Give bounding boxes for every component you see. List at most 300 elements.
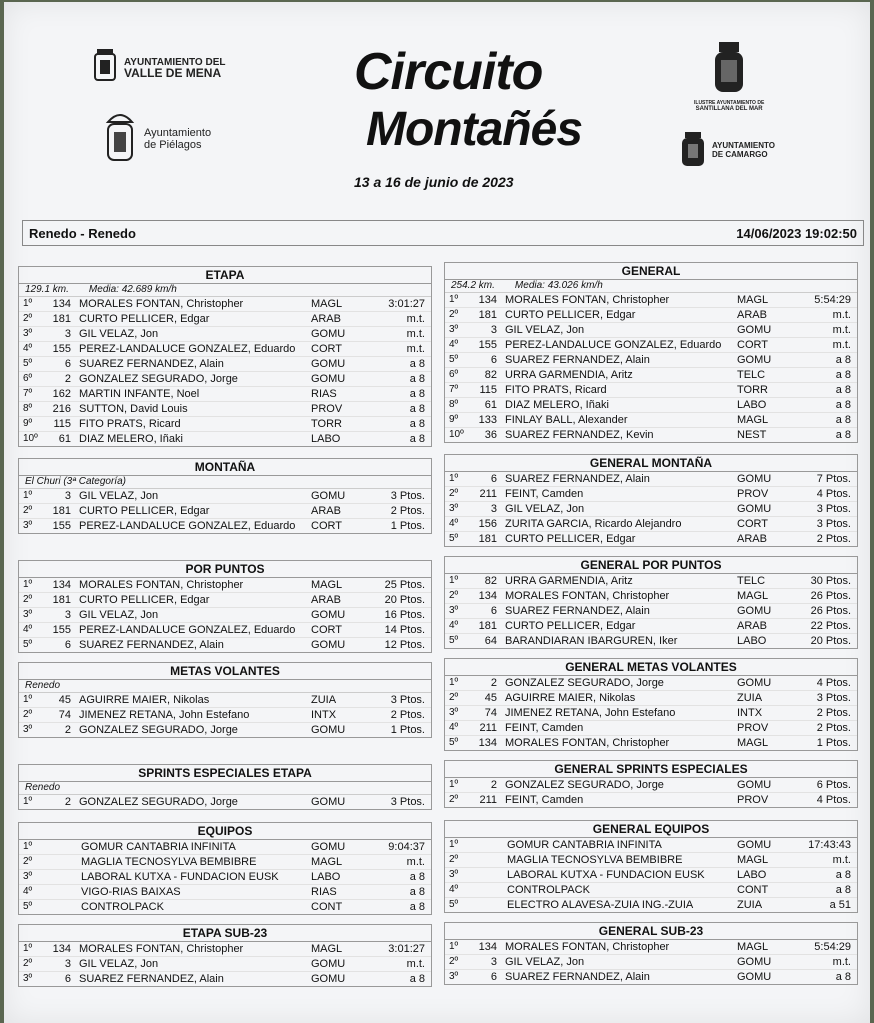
table-row bbox=[445, 838, 857, 853]
coat-of-arms-icon bbox=[102, 108, 138, 170]
position: 2º bbox=[449, 854, 459, 865]
table-row bbox=[445, 487, 857, 502]
result-value: m.t. bbox=[832, 309, 851, 321]
team-code: MAGL bbox=[737, 941, 769, 953]
table-title: EQUIPOS bbox=[19, 823, 431, 840]
rider-name: AGUIRRE MAIER, Nikolas bbox=[505, 692, 636, 704]
team-code: ARAB bbox=[737, 533, 767, 545]
position: 2º bbox=[449, 488, 459, 499]
table-row bbox=[445, 898, 857, 912]
result-value: 4 Ptos. bbox=[816, 488, 851, 500]
team-name: MAGLIA TECNOSYLVA BEMBIBRE bbox=[81, 856, 257, 868]
bib-number: 64 bbox=[484, 635, 497, 647]
position: 3º bbox=[449, 324, 459, 335]
position: 2º bbox=[449, 590, 459, 601]
position: 3º bbox=[449, 869, 459, 880]
position: 3º bbox=[23, 520, 33, 531]
position: 2º bbox=[23, 313, 33, 324]
position: 1º bbox=[449, 677, 459, 688]
team-name: CONTROLPACK bbox=[507, 884, 590, 896]
bib-number: 133 bbox=[478, 414, 497, 426]
rider-name: MORALES FONTAN, Christopher bbox=[505, 737, 670, 749]
position: 1º bbox=[449, 294, 459, 305]
team-code: GOMU bbox=[737, 324, 772, 336]
table-row bbox=[445, 413, 857, 428]
table-row bbox=[19, 840, 431, 855]
result-value: 25 Ptos. bbox=[384, 579, 425, 591]
rider-name: GONZALEZ SEGURADO, Jorge bbox=[505, 677, 664, 689]
rider-name: SUAREZ FERNANDEZ, Alain bbox=[79, 358, 224, 370]
table-row bbox=[19, 693, 431, 708]
table-subheader bbox=[445, 280, 857, 293]
team-code: ZUIA bbox=[737, 692, 763, 704]
position: 2º bbox=[23, 709, 33, 720]
bib-number: 155 bbox=[52, 520, 71, 532]
position: 1º bbox=[449, 839, 459, 850]
result-value: 2 Ptos. bbox=[816, 722, 851, 734]
table-row bbox=[19, 972, 431, 986]
team-code: ZUIA bbox=[737, 899, 763, 911]
team-code: ARAB bbox=[311, 313, 341, 325]
rider-name: CURTO PELLICER, Edgar bbox=[79, 505, 210, 517]
position: 4º bbox=[449, 884, 459, 895]
team-code: TORR bbox=[737, 384, 768, 396]
rider-name: FITO PRATS, Ricard bbox=[79, 418, 181, 430]
rider-name: MORALES FONTAN, Christopher bbox=[505, 294, 670, 306]
bib-number: 134 bbox=[52, 298, 71, 310]
sponsor-camargo-line2: DE CAMARGO bbox=[712, 150, 768, 159]
result-value: 6 Ptos. bbox=[816, 779, 851, 791]
table-title: MONTAÑA bbox=[19, 459, 431, 476]
position: 1º bbox=[23, 694, 33, 705]
position: 5º bbox=[23, 639, 33, 650]
team-code: PROV bbox=[311, 403, 343, 415]
position: 3º bbox=[23, 609, 33, 620]
bib-number: 6 bbox=[64, 639, 71, 651]
bib-number: 3 bbox=[490, 956, 497, 968]
rider-name: GIL VELAZ, Jon bbox=[79, 490, 159, 502]
sponsor-mena-line1: AYUNTAMIENTO DEL bbox=[124, 57, 226, 68]
result-value: 3 Ptos. bbox=[390, 694, 425, 706]
team-code: GOMU bbox=[311, 841, 346, 853]
stage-route: Renedo - Renedo bbox=[29, 225, 136, 241]
team-code: ARAB bbox=[311, 505, 341, 517]
result-value: 1 Ptos. bbox=[390, 724, 425, 736]
rider-name: FITO PRATS, Ricard bbox=[505, 384, 607, 396]
position: 2º bbox=[449, 309, 459, 320]
table-subheader bbox=[19, 680, 431, 693]
bib-number: 134 bbox=[52, 579, 71, 591]
table-row bbox=[19, 870, 431, 885]
team-code: GOMU bbox=[737, 605, 772, 617]
bib-number: 181 bbox=[478, 533, 497, 545]
bib-number: 134 bbox=[478, 294, 497, 306]
bib-number: 2 bbox=[64, 373, 71, 385]
rider-name: DIAZ MELERO, Iñaki bbox=[505, 399, 609, 411]
result-value: a 8 bbox=[835, 369, 851, 381]
results-sheet bbox=[4, 2, 870, 1023]
team-code: GOMU bbox=[311, 373, 346, 385]
rider-name: FEINT, Camden bbox=[505, 488, 584, 500]
team-name: CONTROLPACK bbox=[81, 901, 164, 913]
table-row bbox=[445, 472, 857, 487]
position: 1º bbox=[23, 943, 33, 954]
sponsor-camargo bbox=[680, 130, 775, 170]
team-code: INTX bbox=[311, 709, 337, 721]
result-value: a 8 bbox=[409, 973, 425, 985]
table-subtitle: El Churi (3ª Categoría) bbox=[25, 476, 126, 487]
team-code: ARAB bbox=[737, 309, 767, 321]
table-row bbox=[19, 578, 431, 593]
position: 3º bbox=[23, 871, 33, 882]
table-row bbox=[445, 634, 857, 648]
team-code: GOMU bbox=[311, 724, 346, 736]
table-row bbox=[445, 589, 857, 604]
team-code: GOMU bbox=[737, 956, 772, 968]
bib-number: 82 bbox=[484, 369, 497, 381]
table-row bbox=[19, 855, 431, 870]
position: 5º bbox=[449, 737, 459, 748]
table-row bbox=[445, 853, 857, 868]
table-row bbox=[19, 957, 431, 972]
rider-name: PEREZ-LANDALUCE GONZALEZ, Eduardo bbox=[505, 339, 722, 351]
team-code: MAGL bbox=[737, 294, 769, 306]
team-code: GOMU bbox=[737, 473, 772, 485]
position: 3º bbox=[23, 724, 33, 735]
bib-number: 36 bbox=[484, 429, 497, 441]
rider-name: SUAREZ FERNANDEZ, Alain bbox=[505, 971, 650, 983]
position: 5º bbox=[23, 358, 33, 369]
sponsor-pielagos bbox=[102, 108, 211, 170]
result-value: 3 Ptos. bbox=[390, 490, 425, 502]
table-etapa bbox=[18, 266, 432, 447]
team-name: ELECTRO ALAVESA-ZUIA ING.-ZUIA bbox=[507, 899, 694, 911]
result-value: m.t. bbox=[832, 956, 851, 968]
bib-number: 2 bbox=[490, 779, 497, 791]
stage-info-bar bbox=[22, 220, 864, 246]
table-row bbox=[445, 793, 857, 807]
team-code: CONT bbox=[311, 901, 343, 913]
rider-name: GIL VELAZ, Jon bbox=[79, 328, 159, 340]
position: 1º bbox=[449, 575, 459, 586]
position: 4º bbox=[449, 518, 459, 529]
result-value: 3 Ptos. bbox=[816, 503, 851, 515]
bib-number: 211 bbox=[479, 794, 497, 806]
team-code: PROV bbox=[737, 488, 769, 500]
team-code: MAGL bbox=[311, 856, 343, 868]
result-value: a 8 bbox=[835, 414, 851, 426]
table-row bbox=[445, 955, 857, 970]
table-row bbox=[19, 504, 431, 519]
team-code: GOMU bbox=[737, 503, 772, 515]
table-row bbox=[19, 342, 431, 357]
team-code: CORT bbox=[311, 624, 342, 636]
team-name: GOMUR CANTABRIA INFINITA bbox=[507, 839, 662, 851]
rider-name: SUTTON, David Louis bbox=[79, 403, 188, 415]
sponsor-santillana-text bbox=[694, 100, 764, 112]
table-general-montana bbox=[444, 454, 858, 547]
position: 1º bbox=[23, 490, 33, 501]
result-value: 5:54:29 bbox=[814, 294, 851, 306]
team-code: ARAB bbox=[311, 594, 341, 606]
rider-name: FINLAY BALL, Alexander bbox=[505, 414, 628, 426]
table-subheader bbox=[19, 284, 431, 297]
bib-number: 134 bbox=[52, 943, 71, 955]
result-value: a 8 bbox=[409, 433, 425, 445]
bib-number: 3 bbox=[490, 503, 497, 515]
result-value: 3 Ptos. bbox=[816, 518, 851, 530]
result-value: a 8 bbox=[409, 358, 425, 370]
team-code: GOMU bbox=[737, 839, 772, 851]
rider-name: FEINT, Camden bbox=[505, 722, 584, 734]
rider-name: GIL VELAZ, Jon bbox=[505, 324, 585, 336]
bib-number: 2 bbox=[64, 724, 71, 736]
result-value: a 8 bbox=[409, 871, 425, 883]
position: 6º bbox=[449, 369, 459, 380]
table-row bbox=[445, 721, 857, 736]
sponsor-santillana-line1: ILUSTRE AYUNTAMIENTO DE bbox=[694, 100, 765, 106]
team-code: INTX bbox=[737, 707, 763, 719]
table-general-metas bbox=[444, 658, 858, 751]
table-row bbox=[19, 387, 431, 402]
table-row bbox=[445, 502, 857, 517]
table-row bbox=[445, 676, 857, 691]
table-row bbox=[445, 868, 857, 883]
team-code: LABO bbox=[737, 869, 767, 881]
result-value: 12 Ptos. bbox=[384, 639, 425, 651]
table-row bbox=[445, 308, 857, 323]
team-code: MAGL bbox=[737, 414, 769, 426]
bib-number: 61 bbox=[58, 433, 71, 445]
position: 4º bbox=[23, 343, 33, 354]
result-value: 1 Ptos. bbox=[390, 520, 425, 532]
position: 8º bbox=[23, 403, 33, 414]
position: 9º bbox=[449, 414, 459, 425]
team-code: NEST bbox=[737, 429, 767, 441]
rider-name: MORALES FONTAN, Christopher bbox=[79, 298, 244, 310]
result-value: m.t. bbox=[406, 958, 425, 970]
rider-name: GONZALEZ SEGURADO, Jorge bbox=[505, 779, 664, 791]
rider-name: SUAREZ FERNANDEZ, Kevin bbox=[505, 429, 654, 441]
result-value: a 8 bbox=[835, 869, 851, 881]
table-row bbox=[19, 608, 431, 623]
table-title: GENERAL METAS VOLANTES bbox=[445, 659, 857, 676]
bib-number: 211 bbox=[479, 488, 497, 500]
position: 6º bbox=[23, 373, 33, 384]
team-code: MAGL bbox=[311, 298, 343, 310]
table-row bbox=[445, 604, 857, 619]
team-code: MAGL bbox=[737, 854, 769, 866]
table-title: GENERAL MONTAÑA bbox=[445, 455, 857, 472]
team-name: GOMUR CANTABRIA INFINITA bbox=[81, 841, 236, 853]
table-row bbox=[19, 312, 431, 327]
rider-name: MORALES FONTAN, Christopher bbox=[79, 943, 244, 955]
table-row bbox=[19, 900, 431, 914]
position: 1º bbox=[23, 579, 33, 590]
table-title: GENERAL SPRINTS ESPECIALES bbox=[445, 761, 857, 778]
team-code: LABO bbox=[311, 871, 341, 883]
table-metas-volantes bbox=[18, 662, 432, 738]
table-row bbox=[19, 432, 431, 446]
position: 2º bbox=[23, 958, 33, 969]
table-title: GENERAL bbox=[445, 263, 857, 280]
sponsor-mena bbox=[92, 48, 226, 88]
result-value: m.t. bbox=[406, 856, 425, 868]
result-value: a 51 bbox=[829, 899, 851, 911]
table-row bbox=[445, 883, 857, 898]
position: 2º bbox=[449, 692, 459, 703]
position: 3º bbox=[449, 971, 459, 982]
team-code: RIAS bbox=[311, 886, 337, 898]
sponsor-santillana bbox=[694, 40, 764, 112]
result-value: 2 Ptos. bbox=[816, 707, 851, 719]
table-subheader bbox=[19, 476, 431, 489]
bib-number: 162 bbox=[52, 388, 71, 400]
table-row bbox=[445, 338, 857, 353]
position: 1º bbox=[449, 473, 459, 484]
team-code: CORT bbox=[737, 339, 768, 351]
result-value: 17:43:43 bbox=[808, 839, 851, 851]
position: 2º bbox=[23, 505, 33, 516]
rider-name: CURTO PELLICER, Edgar bbox=[505, 533, 636, 545]
table-row bbox=[19, 723, 431, 737]
table-general-sprints bbox=[444, 760, 858, 808]
position: 5º bbox=[449, 635, 459, 646]
result-value: 3:01:27 bbox=[388, 943, 425, 955]
bib-number: 3 bbox=[64, 609, 71, 621]
bib-number: 82 bbox=[484, 575, 497, 587]
table-general-equipos bbox=[444, 820, 858, 913]
result-value: 3 Ptos. bbox=[390, 796, 425, 808]
bib-number: 3 bbox=[64, 328, 71, 340]
rider-name: CURTO PELLICER, Edgar bbox=[505, 620, 636, 632]
team-code: PROV bbox=[737, 794, 769, 806]
position: 4º bbox=[449, 339, 459, 350]
team-code: TELC bbox=[737, 575, 766, 587]
bib-number: 181 bbox=[52, 505, 71, 517]
bib-number: 155 bbox=[52, 624, 71, 636]
result-value: a 8 bbox=[835, 354, 851, 366]
position: 3º bbox=[449, 503, 459, 514]
table-row bbox=[19, 357, 431, 372]
rider-name: SUAREZ FERNANDEZ, Alain bbox=[505, 354, 650, 366]
team-code: CORT bbox=[737, 518, 768, 530]
table-montana bbox=[18, 458, 432, 534]
team-code: GOMU bbox=[311, 796, 346, 808]
result-value: a 8 bbox=[409, 373, 425, 385]
result-value: a 8 bbox=[409, 388, 425, 400]
position: 10º bbox=[23, 433, 38, 444]
table-row bbox=[19, 708, 431, 723]
table-row bbox=[445, 293, 857, 308]
coat-of-arms-icon bbox=[711, 40, 747, 98]
rider-name: GIL VELAZ, Jon bbox=[505, 956, 585, 968]
table-row bbox=[19, 297, 431, 312]
bib-number: 155 bbox=[478, 339, 497, 351]
position: 7º bbox=[449, 384, 459, 395]
team-code: GOMU bbox=[311, 973, 346, 985]
position: 1º bbox=[23, 796, 33, 807]
table-row bbox=[445, 970, 857, 984]
table-row bbox=[19, 402, 431, 417]
result-value: a 8 bbox=[835, 384, 851, 396]
position: 5º bbox=[23, 901, 33, 912]
bib-number: 45 bbox=[58, 694, 71, 706]
team-code: LABO bbox=[311, 433, 341, 445]
position: 2º bbox=[23, 856, 33, 867]
rider-name: FEINT, Camden bbox=[505, 794, 584, 806]
position: 5º bbox=[449, 899, 459, 910]
table-row bbox=[445, 778, 857, 793]
team-code: CORT bbox=[311, 520, 342, 532]
bib-number: 134 bbox=[478, 941, 497, 953]
sponsor-mena-line2: VALLE DE MENA bbox=[124, 66, 222, 80]
team-name: LABORAL KUTXA - FUNDACION EUSK bbox=[507, 869, 705, 881]
bib-number: 3 bbox=[490, 324, 497, 336]
bib-number: 181 bbox=[52, 313, 71, 325]
rider-name: GIL VELAZ, Jon bbox=[79, 609, 159, 621]
position: 2º bbox=[23, 594, 33, 605]
position: 7º bbox=[23, 388, 33, 399]
rider-name: GONZALEZ SEGURADO, Jorge bbox=[79, 796, 238, 808]
stage-distance: 129.1 km. bbox=[25, 284, 69, 295]
bib-number: 6 bbox=[64, 358, 71, 370]
result-value: 2 Ptos. bbox=[390, 505, 425, 517]
table-row bbox=[445, 619, 857, 634]
result-value: a 8 bbox=[409, 886, 425, 898]
result-value: 3:01:27 bbox=[388, 298, 425, 310]
table-subheader bbox=[19, 782, 431, 795]
bib-number: 6 bbox=[64, 973, 71, 985]
rider-name: SUAREZ FERNANDEZ, Alain bbox=[505, 605, 650, 617]
team-code: GOMU bbox=[311, 609, 346, 621]
bib-number: 134 bbox=[478, 737, 497, 749]
result-value: 22 Ptos. bbox=[810, 620, 851, 632]
team-code: GOMU bbox=[737, 354, 772, 366]
bib-number: 155 bbox=[52, 343, 71, 355]
title-line1: Circuito bbox=[354, 43, 543, 101]
position: 4º bbox=[23, 624, 33, 635]
rider-name: URRA GARMENDIA, Aritz bbox=[505, 575, 633, 587]
coat-of-arms-icon bbox=[92, 48, 118, 88]
team-code: TORR bbox=[311, 418, 342, 430]
rider-name: MORALES FONTAN, Christopher bbox=[505, 941, 670, 953]
rider-name: URRA GARMENDIA, Aritz bbox=[505, 369, 633, 381]
team-code: GOMU bbox=[311, 358, 346, 370]
result-value: 16 Ptos. bbox=[384, 609, 425, 621]
result-value: 2 Ptos. bbox=[390, 709, 425, 721]
team-code: GOMU bbox=[737, 677, 772, 689]
rider-name: MORALES FONTAN, Christopher bbox=[79, 579, 244, 591]
bib-number: 216 bbox=[52, 403, 71, 415]
result-value: 5:54:29 bbox=[814, 941, 851, 953]
bib-number: 156 bbox=[478, 518, 497, 530]
bib-number: 74 bbox=[484, 707, 497, 719]
stage-timestamp: 14/06/2023 19:02:50 bbox=[736, 225, 857, 241]
table-row bbox=[445, 940, 857, 955]
team-code: LABO bbox=[737, 399, 767, 411]
bib-number: 3 bbox=[64, 490, 71, 502]
table-title: SPRINTS ESPECIALES ETAPA bbox=[19, 765, 431, 782]
team-code: GOMU bbox=[737, 971, 772, 983]
rider-name: GIL VELAZ, Jon bbox=[505, 503, 585, 515]
team-code: GOMU bbox=[311, 639, 346, 651]
bib-number: 211 bbox=[479, 722, 497, 734]
table-subtitle: Renedo bbox=[25, 782, 61, 793]
team-code: GOMU bbox=[311, 328, 346, 340]
table-title: GENERAL SUB-23 bbox=[445, 923, 857, 940]
position: 4º bbox=[449, 722, 459, 733]
